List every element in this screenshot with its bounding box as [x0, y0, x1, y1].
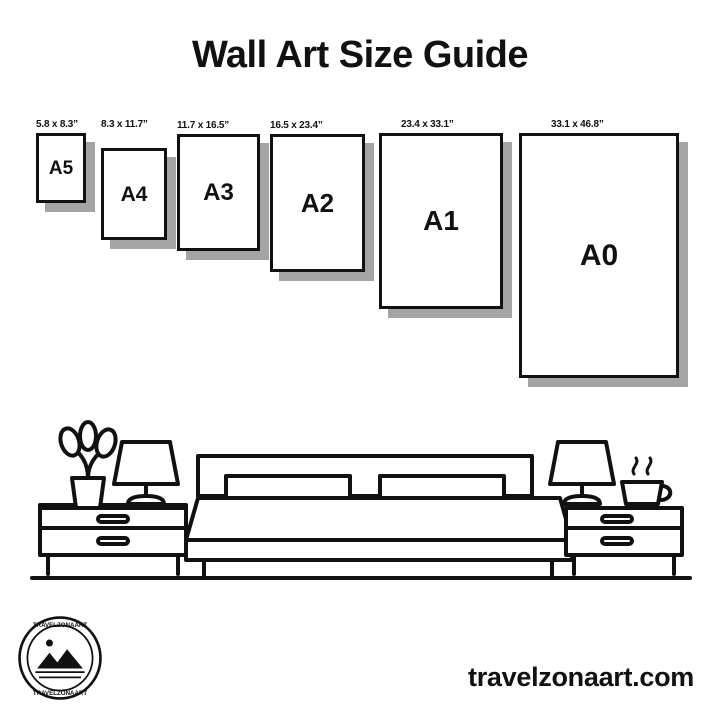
frame-a1[interactable] — [379, 133, 503, 309]
frame-dimension-a4: 8.3 x 11.7” — [101, 119, 148, 130]
right-table-lamp — [550, 442, 614, 504]
left-table-lamp — [114, 442, 178, 504]
page-title: Wall Art Size Guide — [191, 34, 529, 76]
left-nightstand-body — [40, 508, 186, 574]
frame-dimension-a5: 5.8 x 8.3” — [36, 119, 78, 130]
frame-label-a2: A2 — [300, 188, 335, 218]
frame-dimension-a3: 11.7 x 16.5” — [177, 120, 230, 131]
bedroom-illustration — [0, 370, 720, 610]
brand-website[interactable]: travelzonaart.com — [468, 662, 694, 692]
right-nightstand — [566, 508, 682, 574]
frame-label-a0: A0 — [579, 238, 619, 272]
frame-label-a3: A3 — [203, 178, 234, 206]
frame-a3[interactable] — [177, 134, 260, 251]
frame-a5[interactable] — [36, 133, 86, 203]
frame-label-a5: A5 — [48, 157, 74, 179]
bed — [186, 456, 572, 576]
frame-a4[interactable] — [101, 148, 167, 240]
logo-text-bottom: TRAVELZONAART — [32, 689, 88, 697]
frame-a2[interactable] — [270, 134, 365, 272]
frame-dimension-a2: 16.5 x 23.4” — [270, 120, 323, 131]
frame-label-a4: A4 — [120, 182, 148, 206]
brand-logo-icon — [16, 614, 104, 702]
logo-text-top: TRAVELZONAART — [32, 622, 88, 630]
coffee-cup — [622, 458, 670, 504]
plant-vase — [57, 422, 119, 508]
frame-a0[interactable] — [519, 133, 679, 378]
frame-dimension-a1: 23.4 x 33.1” — [401, 119, 454, 130]
frame-dimension-a0: 33.1 x 46.8” — [551, 119, 604, 130]
frame-label-a1: A1 — [423, 205, 459, 236]
